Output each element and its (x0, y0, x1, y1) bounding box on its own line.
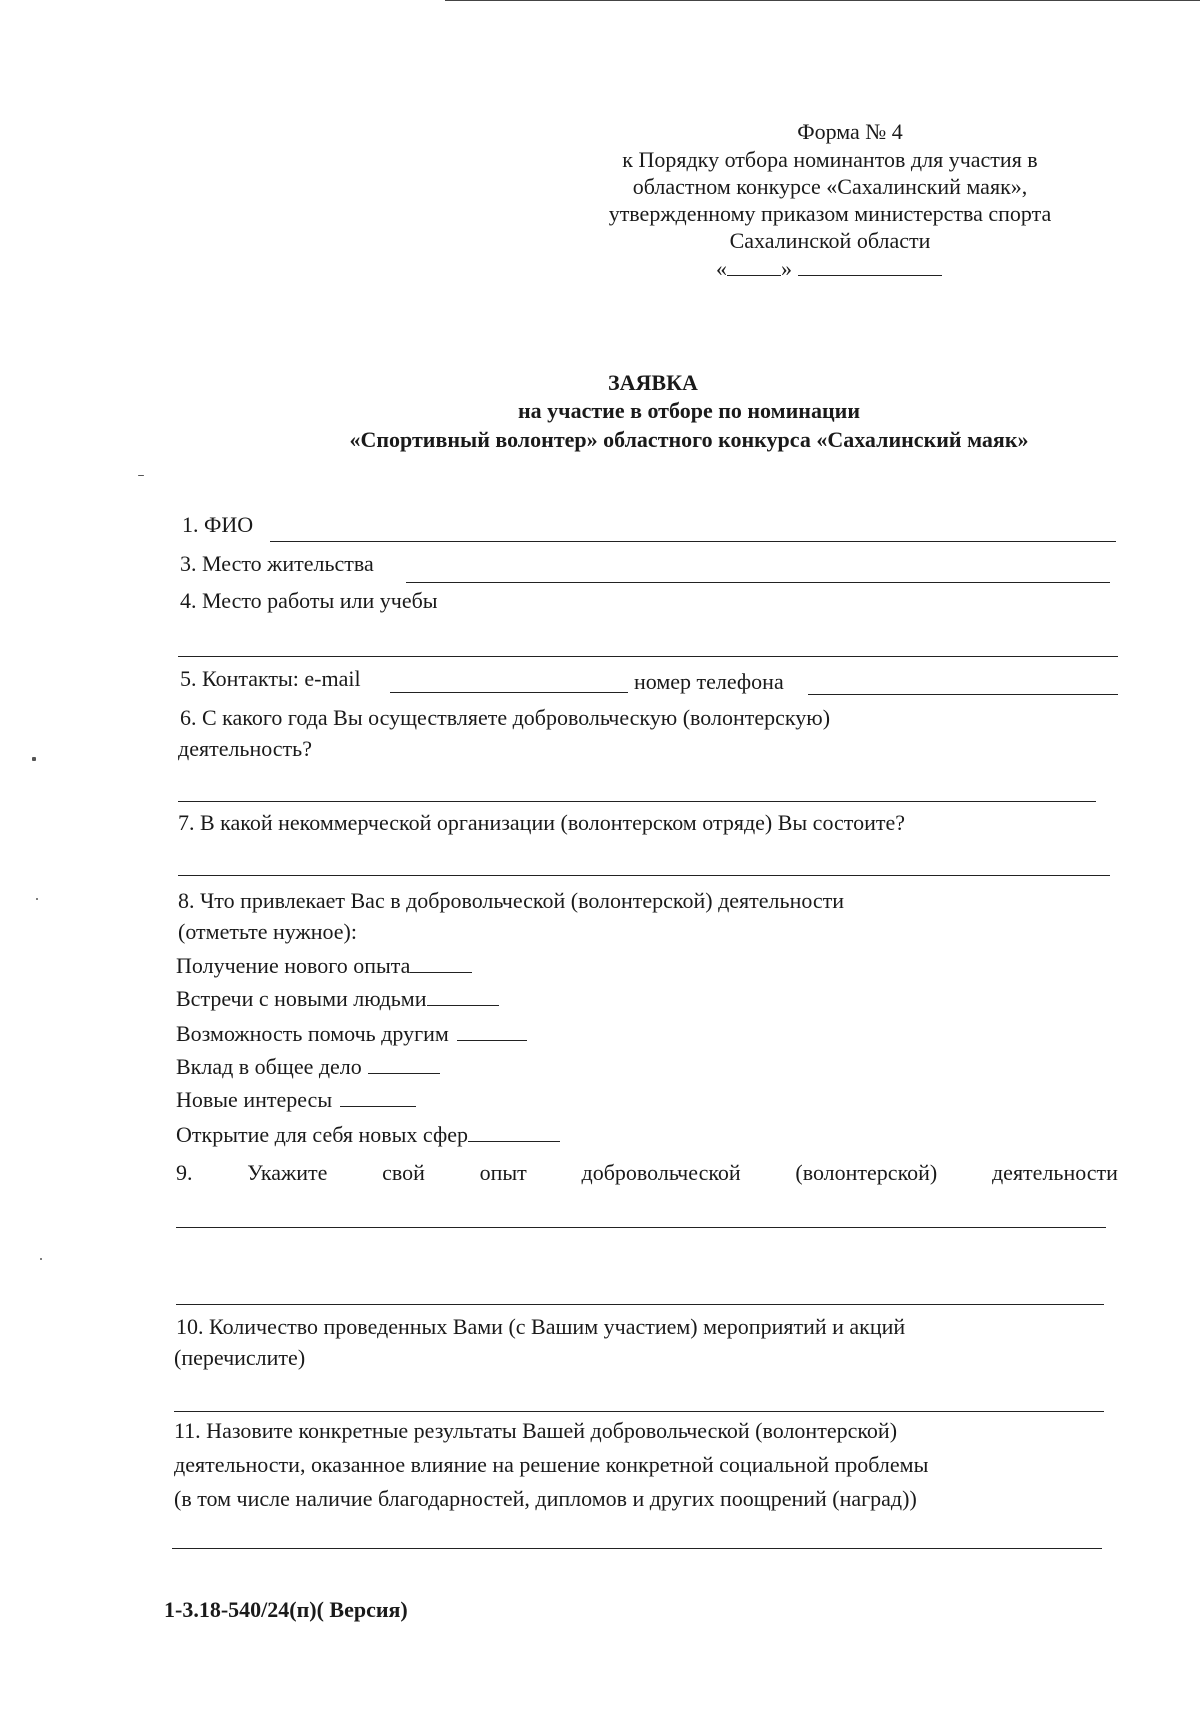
header-line-5: Сахалинской области (729, 228, 931, 253)
q9-word: Укажите (247, 1160, 328, 1185)
q8-option-label: Новые интересы (176, 1087, 333, 1112)
q5-email-line[interactable] (390, 692, 628, 693)
q10-label-line-1: 10. Количество проведенных Вами (с Вашим участием) мероприятий и акций (176, 1314, 906, 1339)
q6-label-line-2: деятельность? (178, 736, 312, 761)
document-code: 1-3.18-540/24(п)( Версия) (164, 1597, 408, 1622)
q8-option (176, 1021, 527, 1047)
header-date-line (716, 255, 942, 282)
q8-option-label: Возможность помочь другим (176, 1021, 449, 1046)
q11-label-line-2: деятельности, оказанное влияние на решение конкретной социальной проблемы (174, 1452, 929, 1477)
q3-label: 3. Место жительства (180, 551, 374, 576)
q11-label-line-3: (в том числе наличие благодарностей, дипломов и других поощрений (наград)) (174, 1486, 917, 1511)
q6-answer-line[interactable] (178, 801, 1096, 802)
q8-option-blank[interactable] (368, 1055, 440, 1074)
q8-label-line-2: (отметьте нужное): (178, 919, 357, 944)
scan-speck (40, 1258, 42, 1260)
date-close-quote: » (781, 256, 792, 281)
q9-answer-line-1[interactable] (176, 1227, 1106, 1228)
q1-label: 1. ФИО (182, 512, 254, 537)
q8-option-label: Вклад в общее дело (176, 1054, 362, 1079)
q8-option-label: Открытие для себя новых сфер (176, 1122, 468, 1147)
scan-speck (32, 757, 36, 761)
title-line-2: на участие в отборе по номинации (518, 398, 860, 423)
q8-option-blank[interactable] (340, 1088, 416, 1107)
q3-answer-line[interactable] (406, 582, 1110, 583)
q9-word: (волонтерской) (795, 1160, 938, 1185)
q8-label-line-1: 8. Что привлекает Вас в добровольческой (волонтерской) деятельности (178, 888, 845, 913)
q11-label-line-1: 11. Назовите конкретные результаты Вашей добровольческой (волонтерской) (174, 1418, 898, 1443)
header-line-3: областном конкурсе «Сахалинский маяк», (632, 174, 1028, 199)
title-line-3: «Спортивный волонтер» областного конкурса «Сахалинский маяк» (349, 427, 1029, 452)
form-number: Форма № 4 (797, 119, 903, 144)
q8-option (176, 1122, 560, 1148)
q8-option (176, 953, 472, 979)
q9-word: опыт (479, 1160, 527, 1185)
q8-option-blank[interactable] (468, 1123, 560, 1142)
q8-option (176, 1087, 416, 1113)
scan-speck (138, 475, 144, 476)
scan-speck (36, 898, 38, 900)
date-month-blank[interactable] (798, 257, 942, 276)
q10-label-line-2: (перечислите) (174, 1345, 306, 1370)
q1-answer-line[interactable] (270, 541, 1116, 542)
scan-top-edge (445, 0, 1200, 1)
q8-option (176, 986, 499, 1012)
q8-option-blank[interactable] (427, 987, 499, 1006)
q9-word: добровольческой (581, 1160, 741, 1185)
q8-option-blank[interactable] (457, 1022, 527, 1041)
q4-answer-line[interactable] (178, 656, 1118, 657)
q8-option-blank[interactable] (410, 954, 472, 973)
header-line-4: утвержденному приказом министерства спорта (608, 201, 1052, 226)
date-open-quote: « (716, 256, 727, 281)
q8-option-label: Получение нового опыта (176, 953, 411, 978)
q6-label-line-1: 6. С какого года Вы осуществляете добровольческую (волонтерскую) (180, 705, 831, 730)
q5-email-label: 5. Контакты: e-mail (180, 666, 361, 691)
q4-label: 4. Место работы или учебы (180, 588, 438, 613)
title-line-1: ЗАЯВКА (608, 370, 698, 395)
q8-option-label: Встречи с новыми людьми (176, 986, 427, 1011)
q8-option (176, 1054, 440, 1080)
q5-phone-label: номер телефона (634, 669, 784, 694)
q11-answer-line[interactable] (172, 1548, 1102, 1549)
q9-word: деятельности (991, 1160, 1118, 1185)
q10-answer-line[interactable] (174, 1411, 1104, 1412)
q5-phone-line[interactable] (808, 694, 1118, 695)
q9-answer-line-2[interactable] (176, 1304, 1104, 1305)
header-line-2: к Порядку отбора номинантов для участия в (622, 147, 1038, 172)
q9-word: 9. (176, 1160, 193, 1185)
q7-label: 7. В какой некоммерческой организации (волонтерском отряде) Вы состоите? (178, 810, 905, 835)
q7-answer-line[interactable] (178, 875, 1110, 876)
q9-label (176, 1160, 1118, 1186)
date-day-blank[interactable] (727, 257, 781, 276)
q9-word: свой (382, 1160, 425, 1185)
